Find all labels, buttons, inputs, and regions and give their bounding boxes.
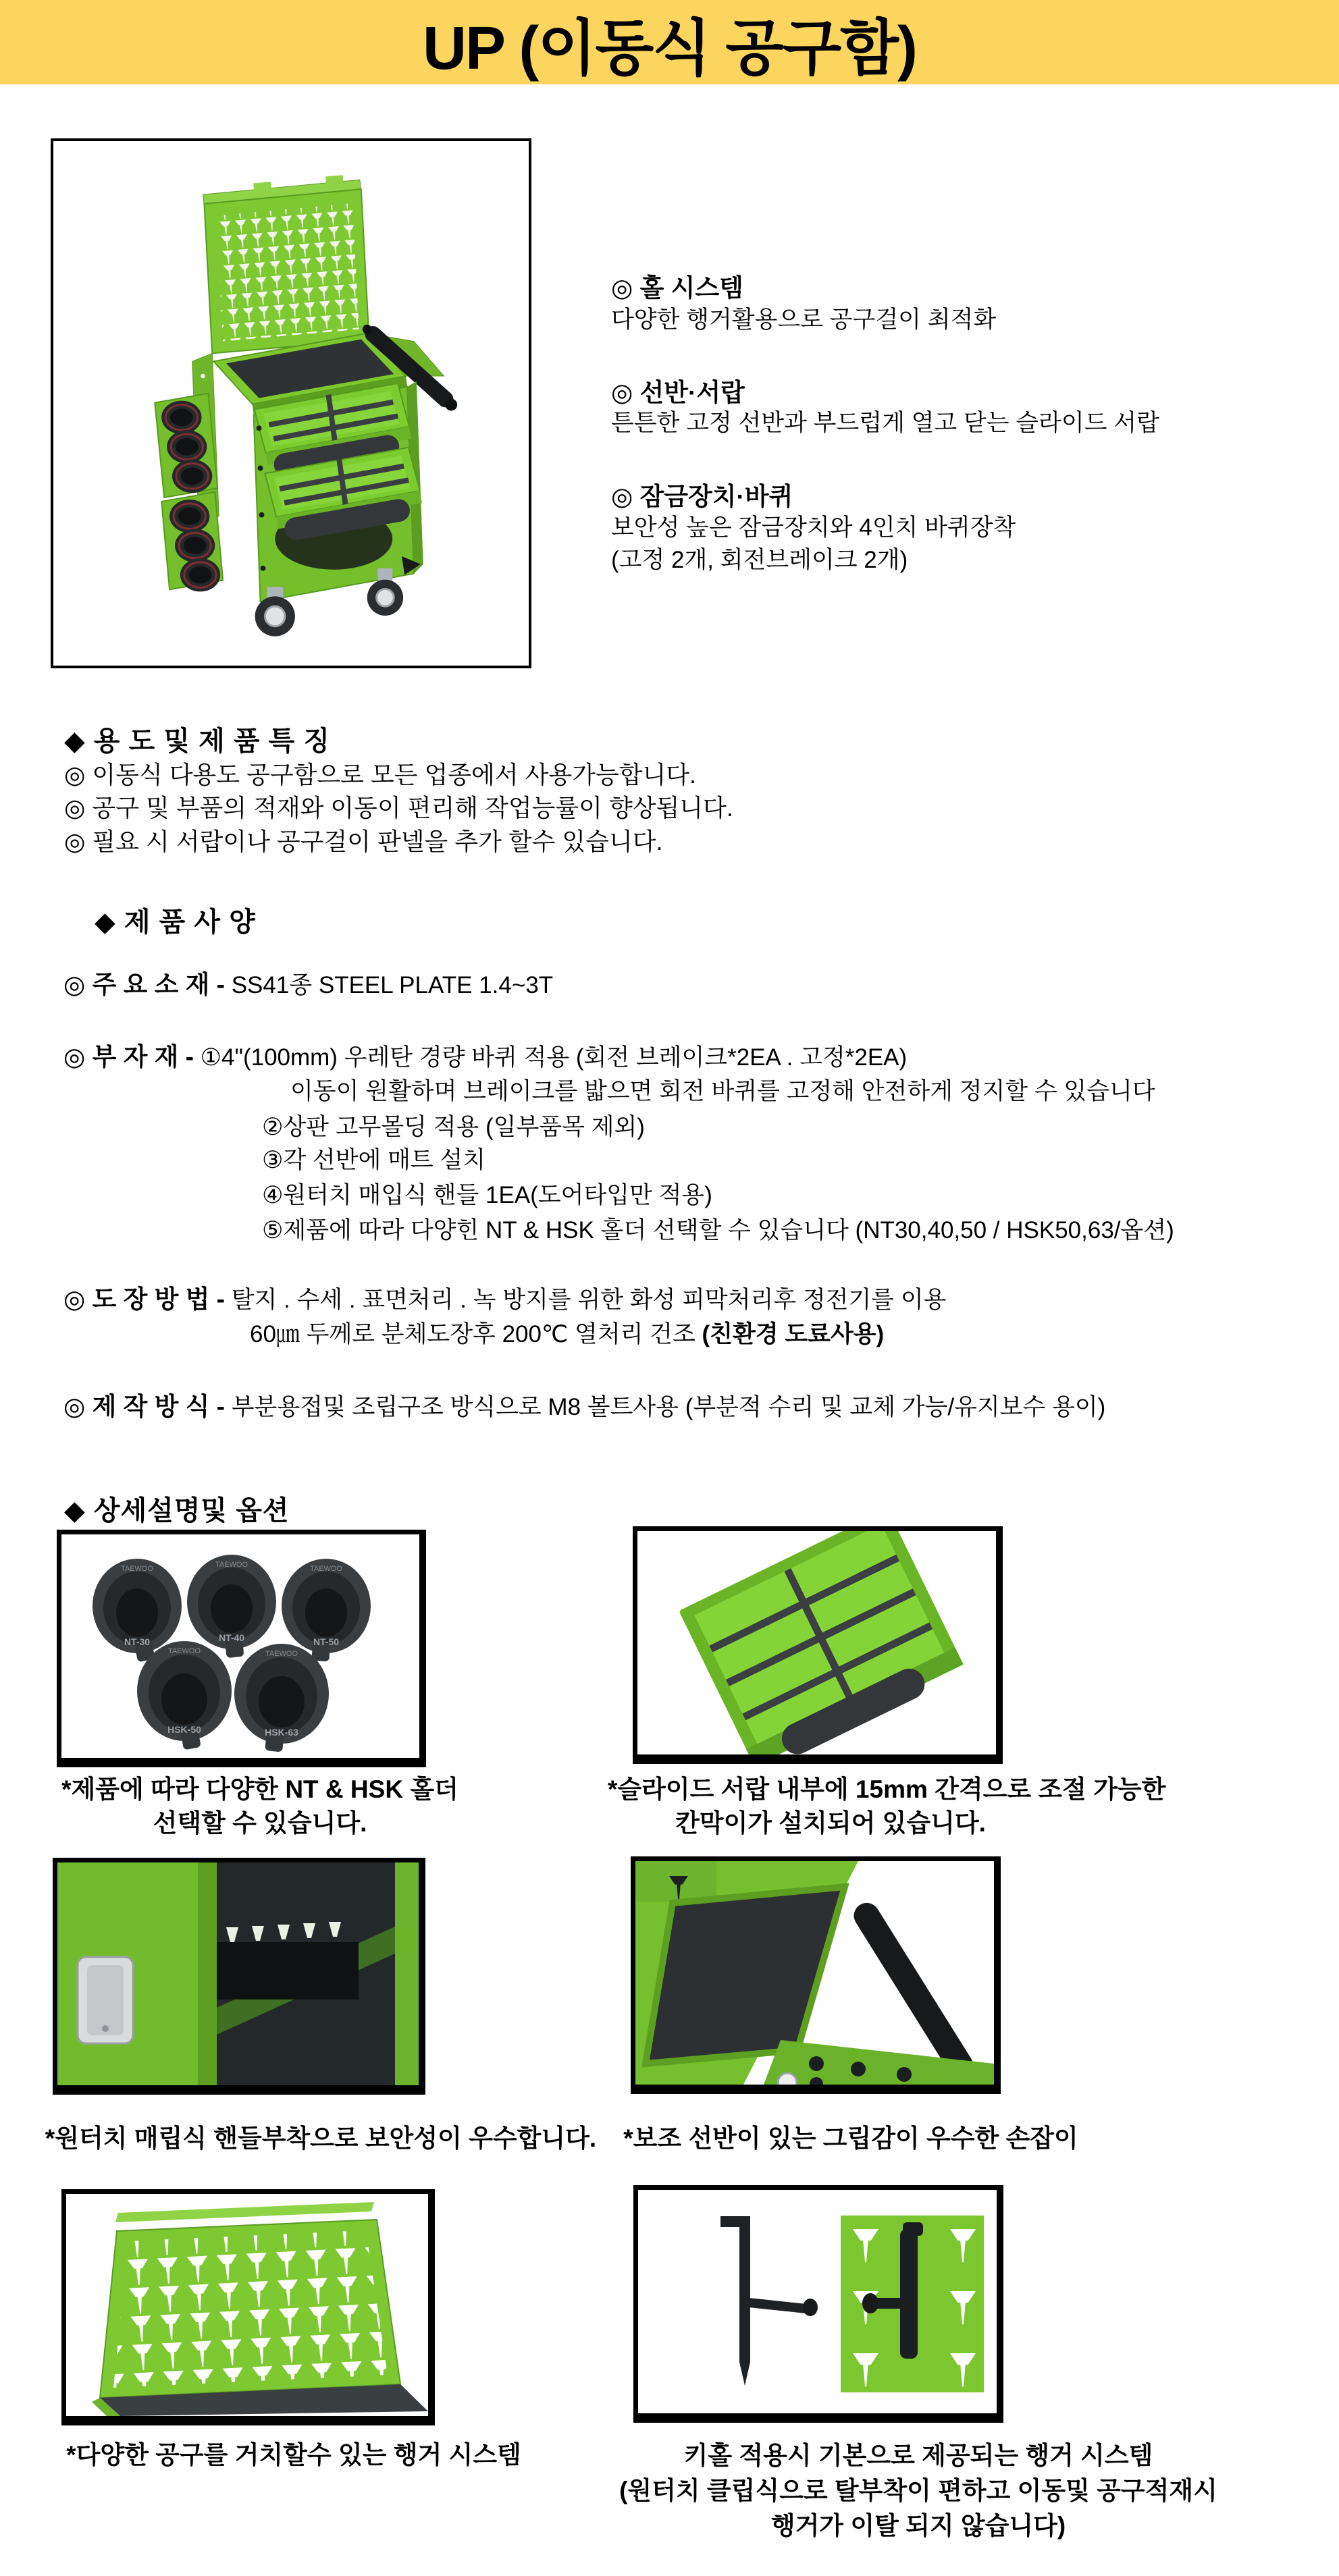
detail-image-aux-shelf-grip bbox=[631, 1856, 1001, 2094]
svg-text:NT-50: NT-50 bbox=[313, 1636, 340, 1647]
svg-text:NT-40: NT-40 bbox=[218, 1632, 245, 1643]
spec-value-parts: ①4"(100mm) 우레탄 경량 바퀴 적용 (회전 브레이크*2EA . 고정*2EA) bbox=[193, 1044, 908, 1071]
spec-parts-sub-5: ⑤제품에 따라 다양힌 NT & HSK 홀더 선택할 수 있습니다 (NT30,40,50 / HSK50,63/옵션) bbox=[262, 1217, 1174, 1243]
spec-row-build bbox=[63, 1386, 1105, 1422]
keyhole-hanger-illustration bbox=[638, 2190, 997, 2413]
caption-slide-drawer: *슬라이드 서랍 내부에 15mm 간격으로 조절 가능한 칸막이가 설치되어 있습니다. bbox=[608, 1775, 1166, 1837]
spec-label-material: ◎ 주 요 소 재 - bbox=[63, 971, 225, 998]
spec-parts-sub-3: ③각 선반에 매트 설치 bbox=[262, 1147, 486, 1173]
feature-heading-shelf-drawer: ◎ 선반·서랍 bbox=[611, 379, 745, 406]
section-heading-details: ◆ 상세설명및 옵션 bbox=[64, 1496, 290, 1526]
svg-text:HSK-63: HSK-63 bbox=[265, 1727, 298, 1738]
section-heading-specs: ◆ 제 품 사 양 bbox=[95, 907, 256, 937]
caption-hanger-pegboard: *다양한 공구를 거치할수 있는 행거 시스템 bbox=[66, 2441, 521, 2469]
spec-row-painting bbox=[63, 1279, 946, 1315]
caption-one-touch-handle: *원터치 매립식 핸들부착으로 보안성이 우수합니다. bbox=[45, 2124, 597, 2152]
spec-painting-sub-normal: 60㎛ 두께로 분체도장후 200℃ 열처리 건조 bbox=[250, 1321, 702, 1347]
feature-text-shelf-drawer: 튼튼한 고정 선반과 부드럽게 열고 닫는 슬라이드 서랍 bbox=[611, 410, 1159, 436]
spec-painting-sub-bold: (친환경 도료사용) bbox=[702, 1321, 885, 1347]
svg-text:TAEWOO: TAEWOO bbox=[215, 1561, 248, 1569]
page-title: UP (이동식 공구함) bbox=[423, 14, 916, 82]
svg-text:TAEWOO: TAEWOO bbox=[265, 1650, 298, 1658]
spec-parts-sub-2: ②상판 고무몰딩 적용 (일부품목 제외) bbox=[262, 1114, 645, 1140]
spec-value-painting: 탈지 . 수세 . 표면처리 . 녹 방지를 위한 화성 피막처리후 정전기를 이용 bbox=[224, 1287, 947, 1313]
svg-text:HSK-50: HSK-50 bbox=[167, 1724, 201, 1735]
spec-painting-sub bbox=[250, 1316, 884, 1349]
spec-parts-sub-4: ④원터치 매입식 핸들 1EA(도어타입만 적용) bbox=[262, 1182, 712, 1208]
svg-text:TAEWOO: TAEWOO bbox=[167, 1647, 201, 1655]
caption-keyhole-hanger: 키홀 적용시 기본으로 제공되는 행거 시스템 (원터치 클립식으로 탈부착이 편하고 이동및 공구적재시 행거가 이탈 되지 않습니다) bbox=[619, 2442, 1217, 2540]
detail-image-slide-drawer bbox=[633, 1526, 1003, 1764]
usage-item-3: ◎ 필요 시 서랍이나 공구걸이 판넬을 추가 할수 있습니다. bbox=[64, 828, 663, 855]
detail-image-keyhole-hanger bbox=[633, 2185, 1003, 2423]
detail-image-one-touch-handle bbox=[53, 1858, 425, 2095]
feature-heading-hole-system: ◎ 홀 시스템 bbox=[611, 274, 743, 302]
product-image-box bbox=[51, 138, 531, 668]
feature-heading-lock-wheel: ◎ 잠금장치·바퀴 bbox=[611, 483, 793, 510]
one-touch-handle-illustration bbox=[57, 1862, 419, 2085]
spec-label-painting: ◎ 도 장 방 법 - bbox=[63, 1285, 225, 1313]
one-touch-latch bbox=[78, 1957, 133, 2043]
svg-text:TAEWOO: TAEWOO bbox=[120, 1565, 154, 1573]
spec-value-material: SS41종 STEEL PLATE 1.4~3T bbox=[224, 972, 554, 998]
section-heading-usage: ◆ 용 도 및 제 품 특 징 bbox=[64, 726, 331, 756]
hanger-pegboard-illustration bbox=[66, 2194, 428, 2416]
svg-text:NT-30: NT-30 bbox=[124, 1636, 151, 1647]
usage-item-2: ◎ 공구 및 부품의 적재와 이동이 편리해 작업능률이 향상됩니다. bbox=[64, 794, 733, 822]
caption-aux-shelf-grip: *보조 선반이 있는 그립감이 우수한 손잡이 bbox=[623, 2124, 1078, 2152]
caption-nt-hsk-holders: *제품에 따라 다양한 NT & HSK 홀더 선택할 수 있습니다. bbox=[61, 1775, 458, 1837]
spec-value-build: 부분용접및 조립구조 방식으로 M8 볼트사용 (부분적 수리 및 교체 가능/유지보수 용이) bbox=[224, 1394, 1106, 1420]
spec-parts-sub-1: 이동이 원활하며 브레이크를 밟으면 회전 바퀴를 고정해 안전하게 정지할 수 있습니다 bbox=[290, 1078, 1155, 1104]
slide-drawer-illustration bbox=[637, 1531, 996, 1754]
detail-image-nt-hsk-holders bbox=[57, 1530, 426, 1767]
aux-shelf-grip-illustration bbox=[635, 1861, 994, 2085]
feature-text-lock-wheel-2: (고정 2개, 회전브레이크 2개) bbox=[611, 547, 908, 573]
tool-cart-illustration bbox=[53, 141, 529, 665]
detail-image-hanger-pegboard bbox=[61, 2189, 435, 2425]
feature-text-lock-wheel-1: 보안성 높은 잠금장치와 4인치 바퀴장착 bbox=[611, 514, 1016, 541]
nt-hsk-holders-illustration bbox=[61, 1534, 419, 1758]
spec-label-parts: ◎ 부 자 재 - bbox=[63, 1043, 194, 1071]
spec-row-parts bbox=[63, 1036, 907, 1073]
spec-row-material bbox=[63, 964, 553, 1000]
svg-text:TAEWOO: TAEWOO bbox=[309, 1565, 343, 1573]
usage-item-1: ◎ 이동식 다용도 공구함으로 모든 업종에서 사용가능합니다. bbox=[64, 761, 697, 788]
header-banner bbox=[0, 0, 1339, 84]
lock-cylinder bbox=[778, 2073, 797, 2085]
feature-text-hole-system: 다양한 행거활용으로 공구걸이 최적화 bbox=[611, 306, 997, 333]
spec-label-build: ◎ 제 작 방 식 - bbox=[63, 1393, 225, 1420]
